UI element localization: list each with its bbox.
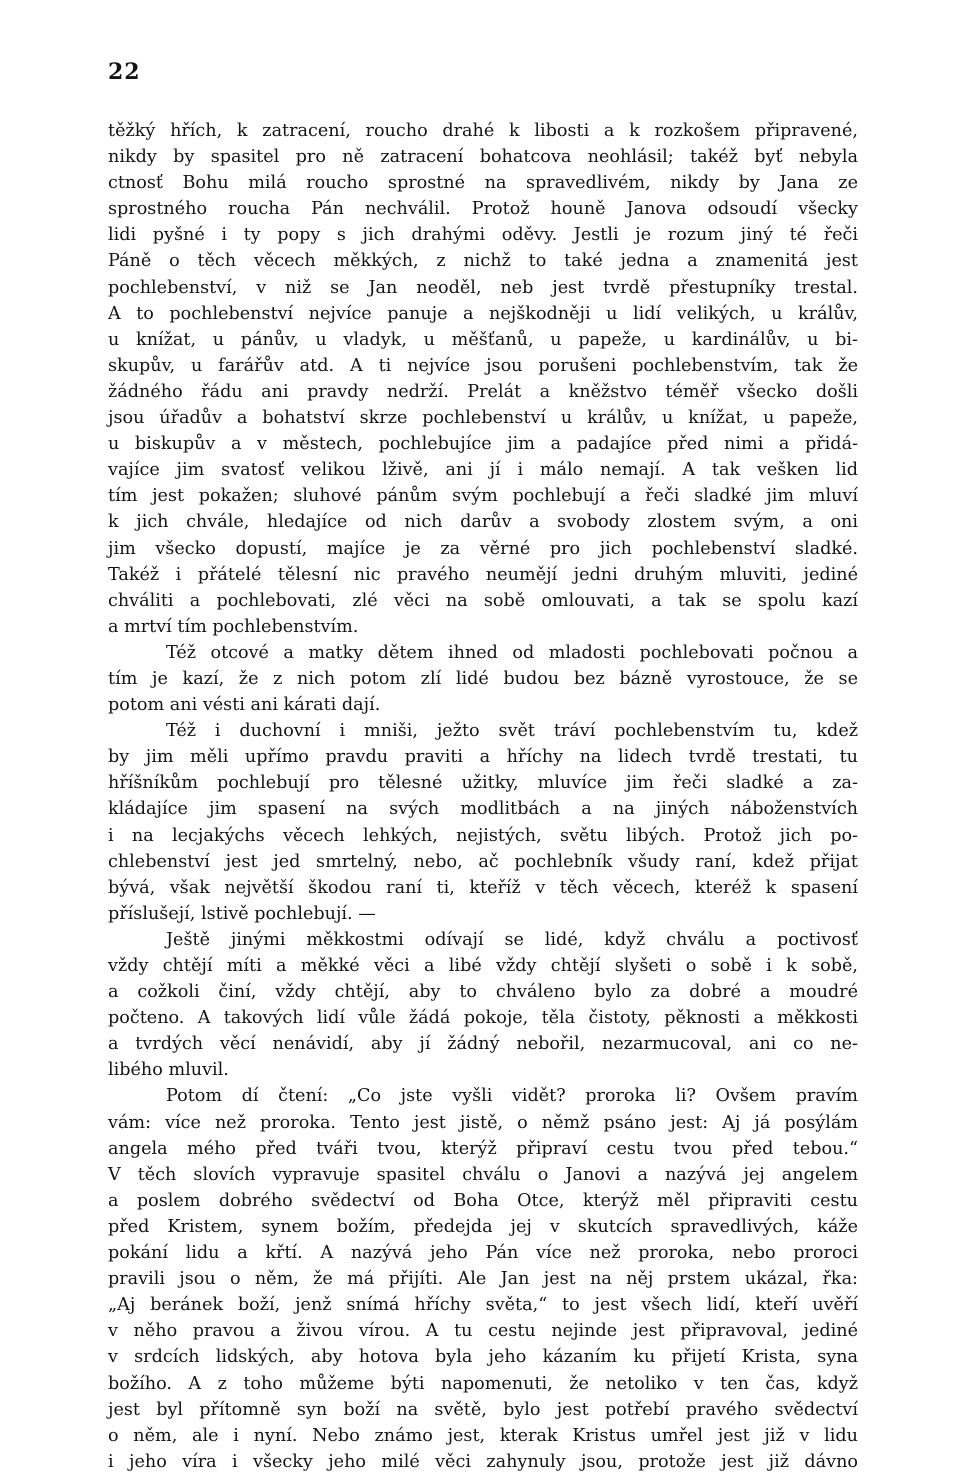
text-line: v něho pravou a živou vírou. A tu cestu nejinde jest připravoval, jediné [108,1321,858,1342]
text-line: chváliti a pochlebovati, zlé věci na sobě omlouvati, a tak se spolu kazí [108,590,858,611]
text-line: by jim měli upřímo pravdu praviti a hříchy na lidech tvrdě trestati, tu [108,747,858,768]
paragraph [108,1083,858,1474]
text-line: a mrtví tím pochlebenstvím. [108,616,359,637]
text-line: Potom dí čtení: „Co jste vyšli vidět? proroka li? Ovšem pravím [166,1086,858,1107]
text-line: chlebenství jest jed smrtelný, nebo, ač pochlebník všudy raní, kdež přijat [108,851,858,872]
paragraph [108,640,858,718]
text-line: a cožkoli činí, vždy chtějí, aby to chváleno bylo za dobré a moudré [108,982,858,1003]
text-line: V těch slovích vypravuje spasitel chválu o Janovi a nazývá jej angelem [108,1164,858,1185]
text-line: jsou úřadův a bohatství skrze pochlebenství u králův, u knížat, u papeže, [108,408,858,429]
text-line: hříšníkům pochlebují pro tělesné užitky, mluvíce jim řeči sladké a za- [108,773,858,794]
text-line: Páně o těch věcech měkkých, z nichž to také jedna a znamenitá jest [108,251,858,272]
text-line: A to pochlebenství nejvíce panuje a nejškodněji u lidí velikých, u králův, [108,303,858,324]
text-line: angela mého před tváři tvou, kterýž připraví cestu tvou před tebou.“ [108,1138,858,1159]
text-line: nikdy by spasitel pro ně zatracení bohatcova neohlásil; takéž byť nebyla [108,147,858,168]
text-line: bývá, však největší škodou raní ti, kteříž v těch věcech, kteréž k spasení [108,877,858,898]
paragraph [108,927,858,1084]
paragraph [108,718,858,927]
text-line: sprostného roucha Pán nechválil. Protož houně Janova odsoudí všecky [108,199,858,220]
text-line: libého mluvil. [108,1060,229,1081]
text-line: u knížat, u pánův, u vladyk, u měšťanů, u papeže, u kardinálův, u bi- [108,329,858,350]
text-line: božího. A z toho můžeme býti napomenuti, že netoliko v ten čas, když [108,1373,858,1394]
text-line: Též otcové a matky dětem ihned od mladosti pochlebovati počnou a [166,642,858,663]
text-line: v srdcích lidských, aby hotova byla jeho kázaním ku přijetí Krista, syna [108,1347,858,1368]
text-line: pokání lidu a křtí. A nazývá jeho Pán více než proroka, nebo proroci [108,1243,858,1264]
text-line: lidi pyšné i ty popy s jich drahými oděvy. Jestli je rozum jiný té řeči [108,225,858,246]
paragraph [108,118,858,640]
text-line: tím je kazí, že z nich potom zlí lidé budou bez bázně vyrostouce, že se [108,668,858,689]
text-line: jim všecko dopustí, majíce je za věrné pro jich pochlebenství sladké. [108,538,858,559]
text-line: o něm, ale i nyní. Nebo známo jest, kterak Kristus umřel jest již v lidu [108,1425,858,1446]
text-line: žádného řádu ani pravdy nedrží. Prelát a kněžstvo téměř všecko došli [108,381,858,402]
text-line: „Aj beránek boží, jenž snímá hříchy světa,“ to jest všech lidí, kteří uvěří [108,1295,858,1316]
text-line: i jeho víra i všecky jeho milé věci zahynuly jsou, protože jest již dávno [108,1451,858,1472]
text-line: pochlebenství, v niž se Jan neoděl, neb jest tvrdě přestupníky trestal. [108,277,858,298]
text-line: pravili jsou o něm, že má přijíti. Ale Jan jest na něj prstem ukázal, řka: [108,1269,858,1290]
text-line: vám: více než proroka. Tento jest jistě, o němž psáno jest: Aj já posýlám [108,1112,858,1133]
text-line: skupův, u farářův atd. A ti nejvíce jsou porušeni pochlebenstvím, tak že [108,355,858,376]
text-line: počteno. A takových lidí vůle žádá pokoje, těla čistoty, pěknosti a měkkosti [108,1008,858,1029]
text-line: vajíce jim svatosť velikou lživě, ani jí i málo nemají. A tak vešken lid [108,460,858,481]
text-line: příslušejí, lstivě pochlebují. — [108,903,376,924]
text-line: Též i duchovní i mniši, ježto svět tráví pochlebenstvím tu, kdež [166,721,858,742]
text-line: a poslem dobrého svědectví od Boha Otce, kterýž měl připraviti cestu [108,1190,858,1211]
text-line: vždy chtějí míti a měkké věci a libé vždy chtějí slyšeti o sobě i k sobě, [108,956,858,976]
text-line: těžký hřích, k zatracení, roucho drahé k libosti a k rozkošem připravené, [108,121,858,141]
text-line: potom ani vésti ani kárati dají. [108,695,381,716]
text-line: kládajíce jim spasení na svých modlitbách a na jiných náboženstvích [108,799,858,820]
text-line: i na lecjakýchs věcech lehkých, nejistých, světu libých. Protož jich po- [108,825,858,846]
text-line: před Kristem, synem božím, předejda jej v skutcích spravedlivých, káže [108,1216,858,1237]
text-line: Ještě jinými měkkostmi odívají se lidé, když chválu a poctivosť [166,929,858,950]
body-text [108,118,858,1475]
text-line: ctnosť Bohu milá roucho sprostné na spravedlivém, nikdy by Jana ze [108,173,858,194]
text-line: u biskupův a v městech, pochlebujíce jim a padajíce před nimi a přidá- [108,434,858,455]
text-line: tím jest pokažen; sluhové pánům svým pochlebují a řeči sladké jim mluví [108,486,858,507]
text-line: jest byl přítomně syn boží na světě, bylo jest potřebí pravého svědectví [108,1399,858,1420]
text-line: Takéž i přátelé tělesní nic pravého neumějí jedni druhým mluviti, jediné [108,564,858,585]
text-line: k jich chvále, hledajíce od nich darův a svobody zlostem svým, a oni [108,512,858,533]
page-number: 22 [108,59,141,85]
text-line: a tvrdých věcí nenávidí, aby jí žádný nebořil, nezarmucoval, ani co ne- [108,1034,858,1055]
